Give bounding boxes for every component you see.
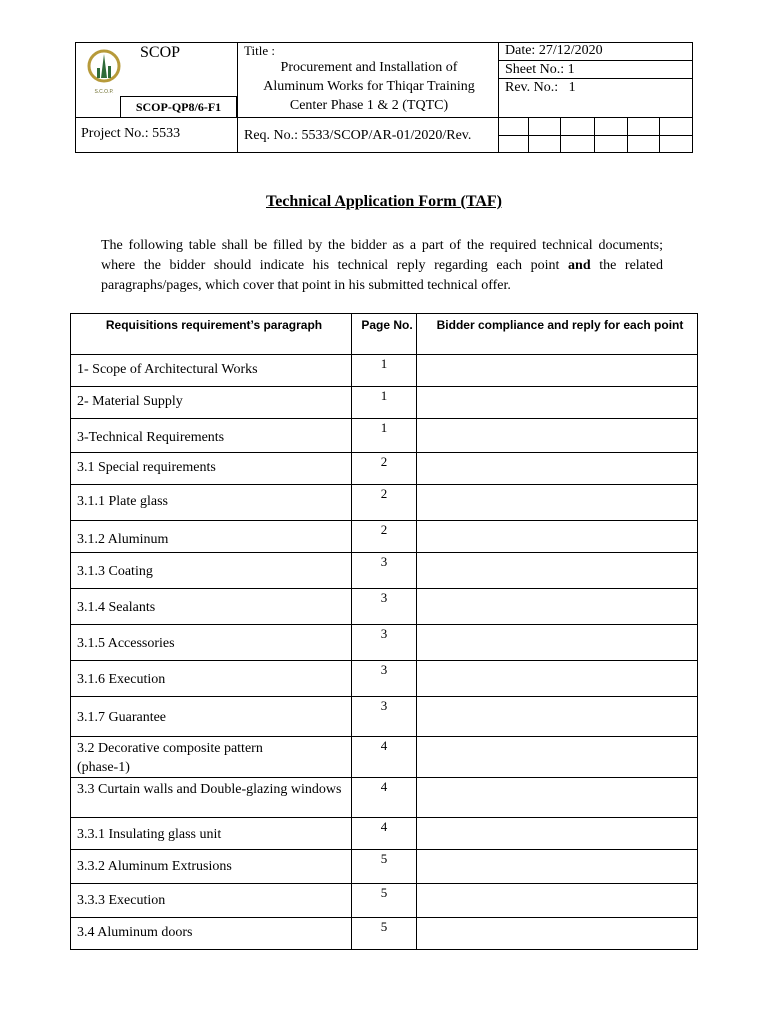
- table-row: [71, 419, 698, 453]
- page-number-cell: 5: [352, 918, 417, 950]
- bidder-reply-cell[interactable]: [417, 850, 698, 884]
- page-number-cell: 1: [352, 387, 417, 419]
- paragraph-cell: 3.3.1 Insulating glass unit: [71, 818, 352, 850]
- page-number-cell: 4: [352, 778, 417, 818]
- column-header-paragraph: Requisitions requirement’s paragraph: [71, 314, 352, 355]
- sheet-number: Sheet No.: 1: [505, 62, 575, 77]
- header-divider: [498, 78, 693, 79]
- bidder-reply-cell[interactable]: [417, 625, 698, 661]
- page-number-cell: 2: [352, 485, 417, 521]
- requirements-table: [70, 313, 698, 950]
- bidder-reply-cell[interactable]: [417, 918, 698, 950]
- table-row: [71, 778, 698, 818]
- title-line: Procurement and Installation of: [280, 60, 458, 75]
- project-number: Project No.: 5533: [81, 126, 181, 141]
- header-divider: [237, 42, 238, 153]
- bidder-reply-cell[interactable]: [417, 419, 698, 453]
- document-code: SCOP-QP8/6-F1: [120, 96, 237, 118]
- paragraph-cell: 3.1.5 Accessories: [71, 625, 352, 661]
- paragraph-cell: 2- Material Supply: [71, 387, 352, 419]
- title-line: Aluminum Works for Thiqar Training: [263, 79, 475, 94]
- paragraph-cell: 3.2 Decorative composite pattern (phase-1): [71, 737, 352, 778]
- paragraph-cell: 3.4 Aluminum doors: [71, 918, 352, 950]
- column-header-page: Page No.: [352, 314, 417, 355]
- table-row: [71, 589, 698, 625]
- table-row: [71, 918, 698, 950]
- table-row: [71, 625, 698, 661]
- document-title: [240, 58, 498, 115]
- revision-number: Rev. No.: 1: [505, 80, 576, 95]
- column-header-reply: Bidder compliance and reply for each point: [417, 314, 698, 355]
- header-divider: [498, 60, 693, 61]
- bidder-reply-cell[interactable]: [417, 355, 698, 387]
- table-row: [71, 521, 698, 553]
- rev-cell-divider: [560, 117, 561, 153]
- table-row: [71, 661, 698, 697]
- table-row: [71, 818, 698, 850]
- table-row: [71, 553, 698, 589]
- paragraph-cell: 3.1.7 Guarantee: [71, 697, 352, 737]
- rev-cell-divider: [627, 117, 628, 153]
- paragraph-cell: 3.1.4 Sealants: [71, 589, 352, 625]
- bidder-reply-cell[interactable]: [417, 553, 698, 589]
- page-number-cell: 4: [352, 818, 417, 850]
- bidder-reply-cell[interactable]: [417, 521, 698, 553]
- bidder-reply-cell[interactable]: [417, 661, 698, 697]
- table-row: [71, 737, 698, 778]
- intro-paragraph: [101, 236, 663, 296]
- paragraph-cell: 3.1.2 Aluminum: [71, 521, 352, 553]
- bidder-reply-cell[interactable]: [417, 818, 698, 850]
- intro-bold-text: and: [568, 258, 591, 273]
- paragraph-cell: 3.3.2 Aluminum Extrusions: [71, 850, 352, 884]
- paragraph-cell: 3.3 Curtain walls and Double-glazing windows: [71, 778, 352, 818]
- bidder-reply-cell[interactable]: [417, 485, 698, 521]
- title-label: Title :: [244, 43, 275, 58]
- paragraph-cell: 3.1 Special requirements: [71, 453, 352, 485]
- table-row: [71, 850, 698, 884]
- page-number-cell: 3: [352, 553, 417, 589]
- bidder-reply-cell[interactable]: [417, 778, 698, 818]
- paragraph-cell: 3.1.6 Execution: [71, 661, 352, 697]
- bidder-reply-cell[interactable]: [417, 589, 698, 625]
- title-line: Center Phase 1 & 2 (TQTC): [289, 98, 449, 113]
- bidder-reply-cell[interactable]: [417, 697, 698, 737]
- request-number: Req. No.: 5533/SCOP/AR-01/2020/Rev.: [244, 128, 472, 143]
- company-name: SCOP: [140, 44, 181, 61]
- bidder-reply-cell[interactable]: [417, 737, 698, 778]
- table-body: [71, 355, 698, 950]
- intro-text: The following table shall be filled by the bidder as a part of the required technical documents; where the bidder should indicate his technical reply regarding each point: [101, 238, 663, 273]
- date-field: Date: 27/12/2020: [505, 43, 603, 58]
- page-number-cell: 1: [352, 419, 417, 453]
- page-number-cell: 3: [352, 697, 417, 737]
- paragraph-cell: 3.1.1 Plate glass: [71, 485, 352, 521]
- page-number-cell: 3: [352, 625, 417, 661]
- page-number-cell: 3: [352, 661, 417, 697]
- table-row: [71, 355, 698, 387]
- intro-text: the related paragraphs/pages, which cover that point in his submitted technical offer.: [101, 258, 663, 293]
- paragraph-cell: 3.1.3 Coating: [71, 553, 352, 589]
- table-row: [71, 453, 698, 485]
- table-header-row: [71, 314, 698, 355]
- page-number-cell: 2: [352, 453, 417, 485]
- bidder-reply-cell[interactable]: [417, 453, 698, 485]
- table-row: [71, 884, 698, 918]
- page-number-cell: 2: [352, 521, 417, 553]
- table-row: [71, 387, 698, 419]
- paragraph-cell: 1- Scope of Architectural Works: [71, 355, 352, 387]
- form-title: Technical Application Form (TAF): [266, 193, 502, 210]
- rev-cell-divider: [528, 117, 529, 153]
- company-logo: [86, 48, 122, 95]
- page-number-cell: 4: [352, 737, 417, 778]
- bidder-reply-cell[interactable]: [417, 884, 698, 918]
- rev-cell-divider: [594, 117, 595, 153]
- page-number-cell: 5: [352, 884, 417, 918]
- page-number-cell: 5: [352, 850, 417, 884]
- paragraph-cell: 3-Technical Requirements: [71, 419, 352, 453]
- table-row: [71, 697, 698, 737]
- bidder-reply-cell[interactable]: [417, 387, 698, 419]
- header-divider: [498, 42, 499, 153]
- scop-logo-icon: [86, 48, 122, 84]
- logo-caption: S.C.O.P.: [94, 89, 114, 95]
- page-number-cell: 3: [352, 589, 417, 625]
- paragraph-cell: 3.3.3 Execution: [71, 884, 352, 918]
- rev-cell-divider: [659, 117, 660, 153]
- table-row: [71, 485, 698, 521]
- page-number-cell: 1: [352, 355, 417, 387]
